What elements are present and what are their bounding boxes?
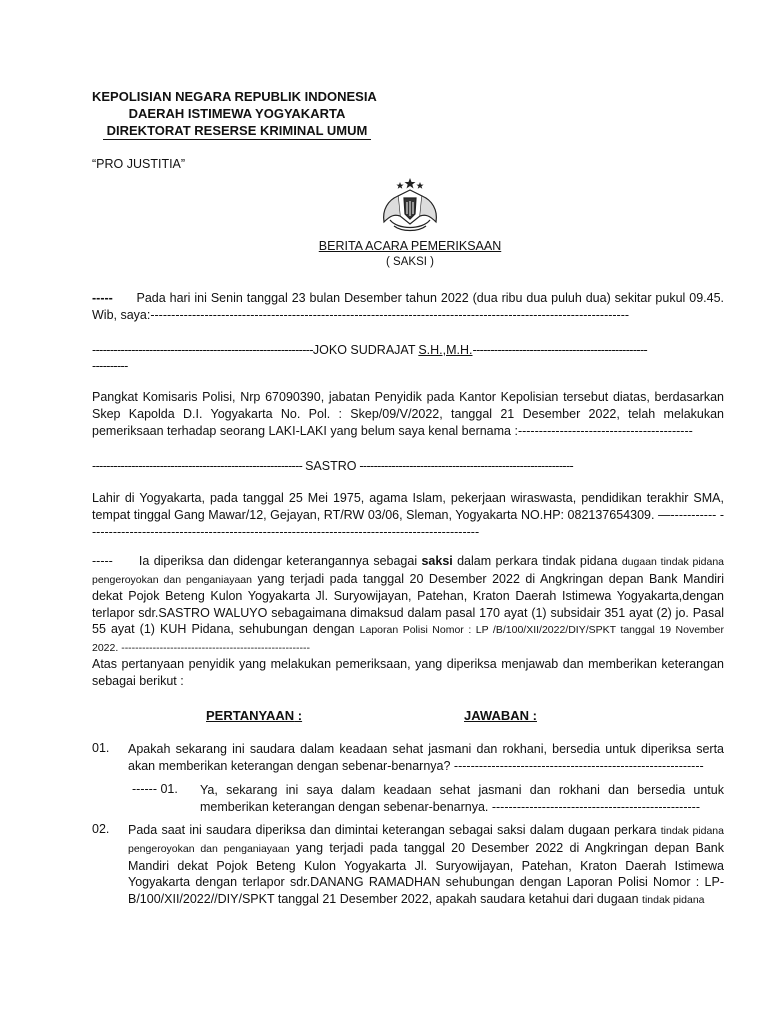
opening-text: Pada hari ini Senin tanggal 23 bulan Desember tahun 2022 (dua ribu dua puluh dua) sekitar pukul 09.45. Wib, saya:------------------------------------------------------------------------------------------------------------------- bbox=[92, 291, 724, 322]
question-2-part-1: Pada saat ini saudara diperiksa dan dimintai keterangan sebagai saksi dalam dugaan perkara bbox=[128, 823, 657, 837]
letterhead-line-2: DAERAH ISTIMEWA YOGYAKARTA bbox=[128, 106, 346, 121]
pro-justitia-label: “PRO JUSTITIA” bbox=[92, 157, 186, 171]
case-report-number: Laporan Polisi Nomor : LP /B/100/XII/2022/DIY/SPKT tanggal 19 November 2022. ------------------------------------------------------ bbox=[92, 624, 724, 654]
answer-1-lead: ------ 01. bbox=[132, 782, 178, 796]
question-2-text bbox=[128, 822, 724, 909]
question-heading bbox=[206, 708, 302, 723]
question-2-part-2: yang terjadi pada tanggal 20 Desember 2022 di Angkringan depan Bank Mandiri dekat Pojok Beteng Kulon Yogyakarta Jl. Suryowijayan, Patehan, Kraton Daerah Istimewa Yogyakarta dengan terlapor sdr.DANANG RAMADHAN sehubungan dengan Laporan Polisi Nomor : LP-B/100/XII/2022//DIY/SPKT tanggal 21 Desember 2022, apakah saudara ketahui dari dugaan bbox=[128, 840, 724, 907]
letterhead-line-1: KEPOLISIAN NEGARA REPUBLIK INDONESIA bbox=[92, 89, 377, 104]
question-1-number: 01. bbox=[92, 741, 110, 755]
investigator-pre-dashes: -------------------------------------------------------------- bbox=[92, 343, 313, 357]
investigator-line bbox=[92, 342, 724, 359]
witness-name: SASTRO bbox=[305, 459, 357, 473]
question-2-number: 02. bbox=[92, 822, 110, 836]
case-text-2: dalam perkara tindak pidana bbox=[457, 554, 618, 568]
investigator-post-dashes: ------------------------------------------------- bbox=[472, 343, 648, 357]
letterhead bbox=[92, 88, 382, 140]
police-emblem-icon bbox=[374, 176, 446, 234]
investigator-title: S.H.,M.H. bbox=[418, 343, 473, 357]
answer-heading bbox=[464, 708, 537, 723]
case-paragraph bbox=[92, 553, 724, 656]
question-2-offense-tail: tindak pidana bbox=[642, 894, 705, 907]
opening-lead: ----- bbox=[92, 291, 113, 305]
birth-paragraph: Lahir di Yogyakarta, pada tanggal 25 Mei 1975, agama Islam, pekerjaan wiraswasta, pendidikan terakhir SMA, tempat tinggal Gang Mawar/12, Gejayan, RT/RW 03/06, Sleman, Yogyakarta NO.HP: 082137654309. —----------- ---------------------------------------------------------------------------------------------- bbox=[92, 491, 724, 539]
question-2-offense: tindak pidana pengeroyokan dan penganiayaan bbox=[128, 825, 724, 855]
case-offense: dugaan tindak pidana pengeroyokan dan penganiayaan bbox=[92, 556, 724, 586]
question-1-text: Apakah sekarang ini saudara dalam keadaan sehat jasmani dan rokhani, bersedia untuk diperiksa serta akan memberikan keterangan dengan sebenar-benarnya? ------------------------------------------------------------ bbox=[128, 742, 724, 773]
case-lead: ----- bbox=[92, 554, 113, 568]
witness-line bbox=[92, 458, 724, 475]
investigator-tail: ---------- bbox=[92, 359, 128, 373]
saksi-label: saksi bbox=[421, 554, 453, 568]
case-text-1: Ia diperiksa dan didengar keterangannya sebagai bbox=[138, 554, 418, 568]
document-title: BERITA ACARA PEMERIKSAAN bbox=[318, 239, 502, 253]
opening-paragraph bbox=[92, 290, 724, 324]
question-heading-colon: : bbox=[294, 708, 303, 723]
witness-pre-dashes: ----------------------------------------------------------- bbox=[92, 459, 303, 473]
answer-1-text: Ya, sekarang ini saya dalam keadaan sehat jasmani dan rokhani dan bersedia untuk memberikan keterangan dengan sebenar-benarnya. -------------------------------------------------- bbox=[200, 783, 724, 814]
rank-paragraph: Pangkat Komisaris Polisi, Nrp 67090390, jabatan Penyidik pada Kantor Kepolisian tersebut diatas, berdasarkan Skep Kapolda D.I. Yogyakarta No. Pol. : Skep/09/V/2022, tanggal 21 Desember 2022, telah melakukan pemeriksaan terhadap seorang LAKI-LAKI yang belum saya kenal bernama :------------------------------------------ bbox=[92, 390, 724, 438]
answer-heading-text: JAWABAN bbox=[464, 708, 530, 723]
witness-post-dashes: ------------------------------------------------------------ bbox=[359, 459, 574, 473]
document-subtitle: ( SAKSI ) bbox=[386, 256, 434, 268]
investigator-name: JOKO SUDRAJAT bbox=[312, 343, 416, 357]
case-text-3: yang terjadi pada tanggal 20 Desember 2022 di Angkringan depan Bank Mandiri dekat Pojok Beteng Kulon Yogyakarta Jl. Suryowijayan, Patehan, Kraton Daerah Istimewa Yogyakarta,dengan terlapor sdr.SASTRO WALUYO sebagaimana dimaksud dalam pasal 170 ayat (1) subsidair 351 ayat (2) jo. Pasal 55 ayat (1) KUH Pidana, sehubungan dengan bbox=[92, 571, 724, 636]
letterhead-line-3: DIREKTORAT RESERSE KRIMINAL UMUM bbox=[103, 122, 372, 140]
question-heading-text: PERTANYAAN bbox=[206, 708, 295, 723]
qa-intro: Atas pertanyaan penyidik yang melakukan pemeriksaan, yang diperiksa menjawab dan memberikan keterangan sebagai berikut : bbox=[92, 657, 724, 688]
answer-heading-colon: : bbox=[529, 708, 537, 723]
